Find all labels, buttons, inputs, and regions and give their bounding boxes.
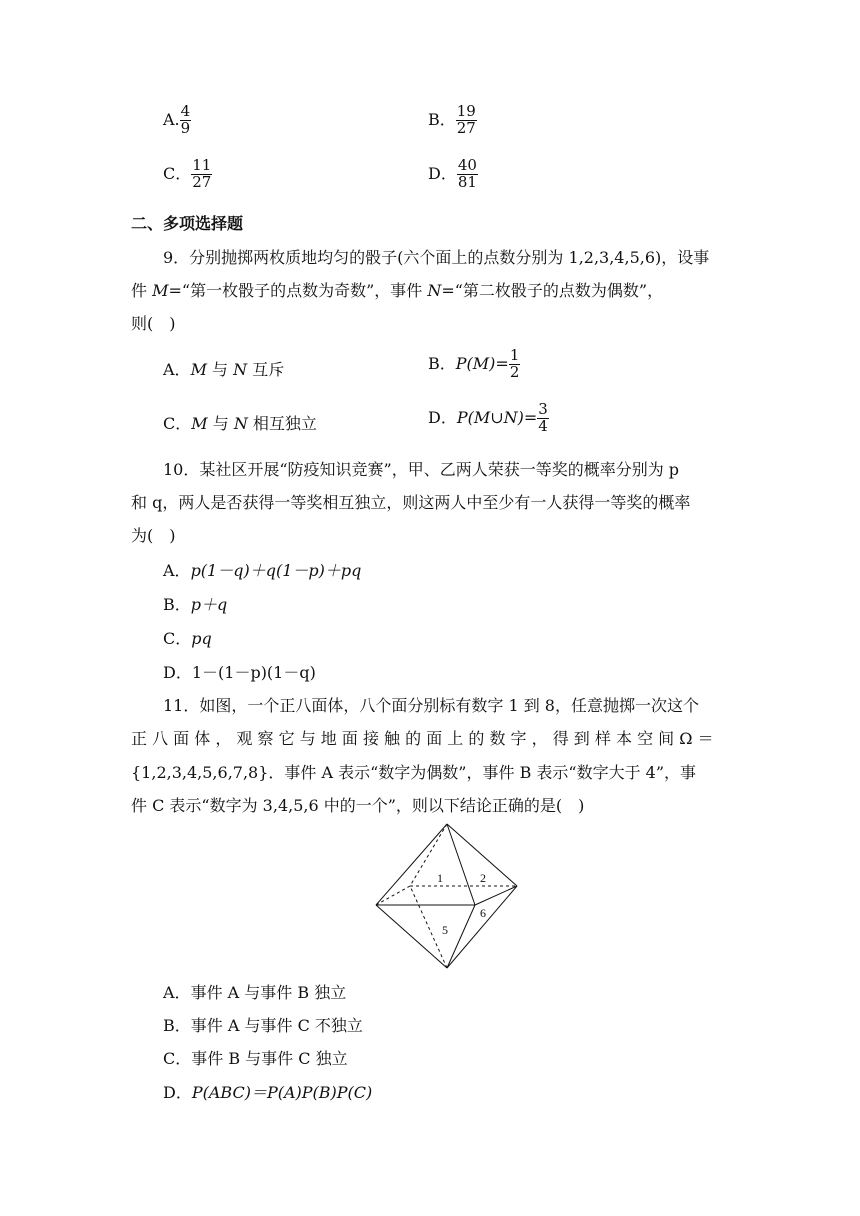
q11-option-b: B．事件 A 与事件 C 不独立 <box>163 1016 363 1035</box>
q9-option-a: A．M 与 N 互斥 <box>163 360 285 379</box>
q9-line-1: 9．分别抛掷两枚质地均匀的骰子(六个面上的点数分别为 1,2,3,4,5,6)，设事 <box>163 248 710 267</box>
q11-line-3: {1,2,3,4,5,6,7,8}．事件 A 表示“数字为偶数”，事件 B 表示“数字大于 4”，事 <box>131 763 697 782</box>
q10-option-c: C．pq <box>163 629 212 648</box>
q8-option-a: A. $\frac{4}{9}$ <box>163 102 191 137</box>
q11-option-d: D．P(ABC)＝P(A)P(B)P(C) <box>163 1083 373 1102</box>
q10-option-b: B．p＋q <box>163 595 228 614</box>
q10-line-1: 10．某社区开展“防疫知识竞赛”，甲、乙两人荣获一等奖的概率分别为 p <box>163 460 680 479</box>
q10-option-a: A．p(1－q)＋q(1－p)＋pq <box>163 561 362 580</box>
q11-line-4: 件 C 表示“数字为 3,4,5,6 中的一个”，则以下结论正确的是( ) <box>131 796 585 815</box>
q9-line-2: 件 M=“第一枚骰子的点数为奇数”，事件 N=“第二枚骰子的点数为偶数”， <box>131 281 664 300</box>
q8-option-d: D． $\frac{40}{81}$ <box>428 156 477 191</box>
face-label-1: 1 <box>437 871 443 885</box>
q11-line-1: 11．如图，一个正八面体，八个面分别标有数字 1 到 8，任意抛掷一次这个 <box>163 696 699 715</box>
q8-option-b: B． $\frac{19}{27}$ <box>428 102 476 137</box>
q8-option-c: C． $\frac{11}{27}$ <box>163 156 212 191</box>
face-label-5: 5 <box>442 923 448 937</box>
fraction: $\frac{40}{81}$ <box>457 156 477 191</box>
q9-option-d: D．P(M∪N)= $\frac{3}{4}$ <box>428 400 548 435</box>
octahedron-figure <box>372 822 524 972</box>
face-label-6: 6 <box>480 906 486 920</box>
fraction: $\frac{1}{2}$ <box>509 346 520 381</box>
q11-line-2: 正 八 面 体 ， 观 察 它 与 地 面 接 触 的 面 上 的 数 字 ， 得 到 样 本 空 间 Ω ＝ <box>131 729 714 748</box>
q10-line-2: 和 q，两人是否获得一等奖相互独立，则这两人中至少有一人获得一等奖的概率 <box>131 493 691 512</box>
fraction: $\frac{11}{27}$ <box>192 156 212 191</box>
fraction: $\frac{19}{27}$ <box>456 102 476 137</box>
section-title: 二、多项选择题 <box>131 214 244 233</box>
fraction: $\frac{4}{9}$ <box>180 102 191 137</box>
q11-option-a: A．事件 A 与事件 B 独立 <box>163 983 347 1002</box>
q10-option-d: D．1－(1－p)(1－q) <box>163 663 316 682</box>
fraction: $\frac{3}{4}$ <box>538 400 548 435</box>
q10-line-3: 为( ) <box>131 526 176 545</box>
q9-option-b: B．P(M)= $\frac{1}{2}$ <box>428 346 520 381</box>
q9-option-c: C．M 与 N 相互独立 <box>163 414 317 433</box>
q11-option-c: C．事件 B 与事件 C 独立 <box>163 1049 348 1068</box>
q9-line-3: 则( ) <box>131 314 176 333</box>
face-label-2: 2 <box>480 871 486 885</box>
